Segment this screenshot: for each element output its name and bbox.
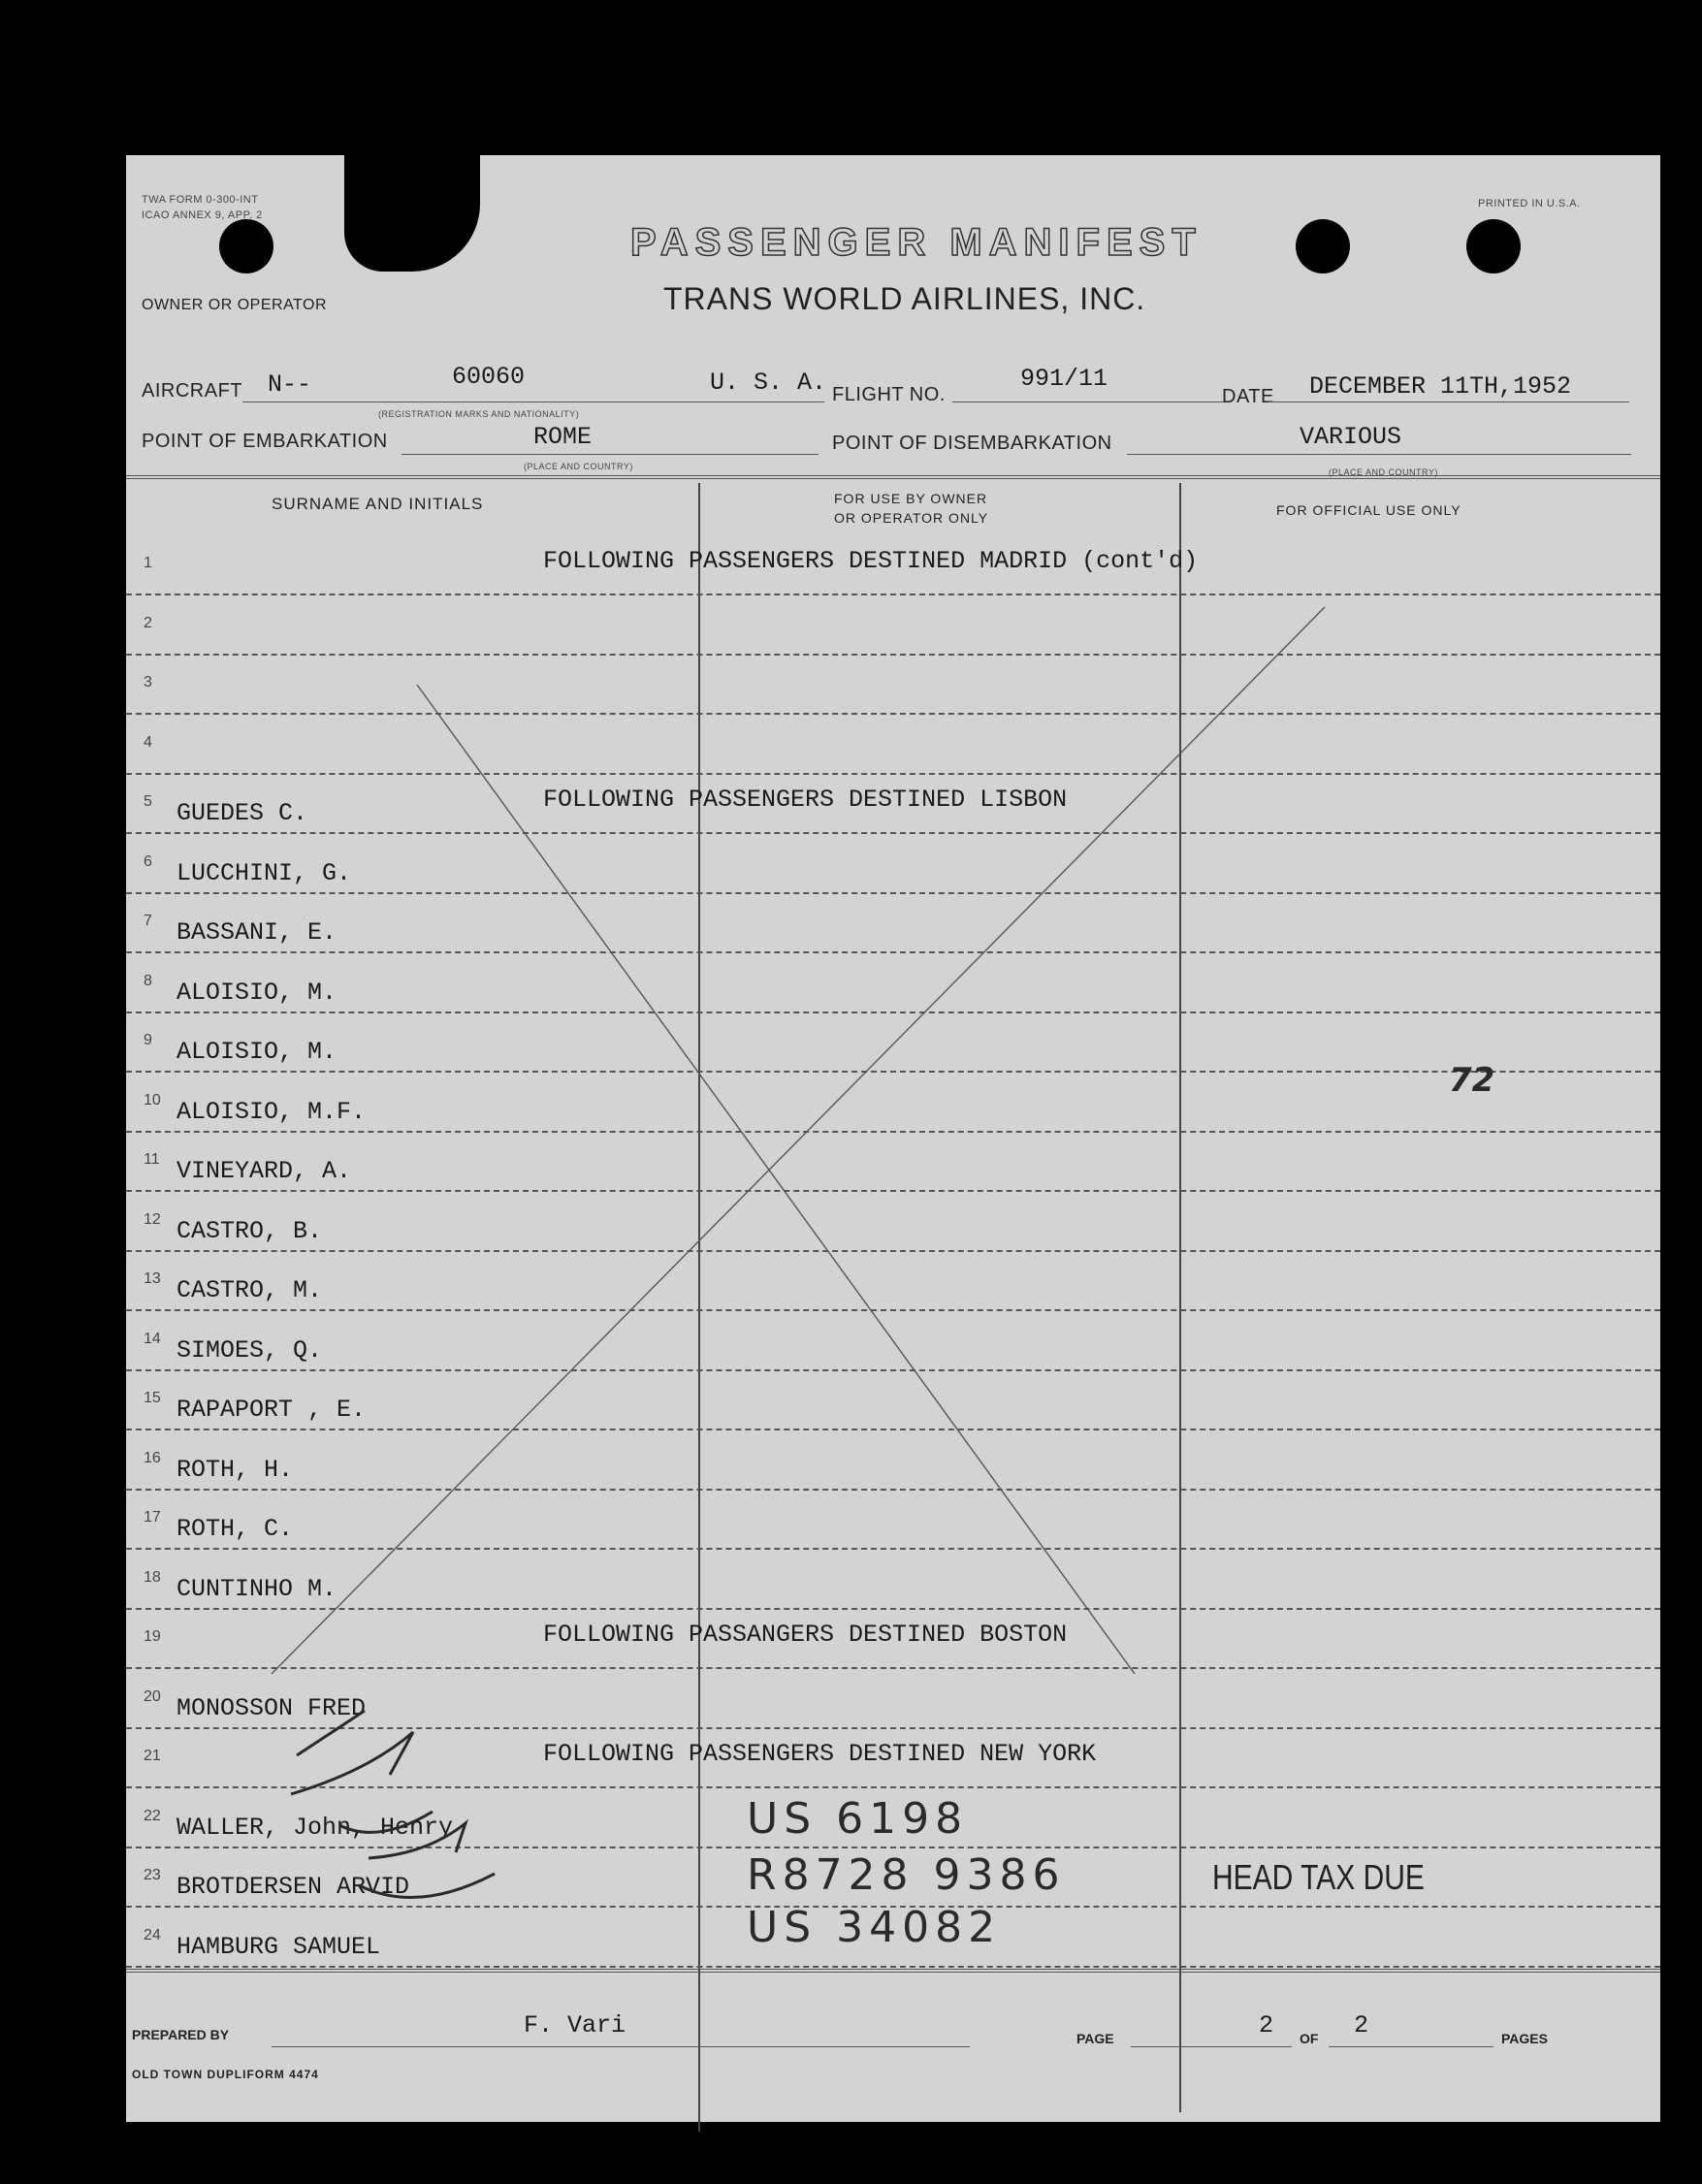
row-number: 21	[144, 1748, 161, 1764]
handwritten-passport-23: R8728 9386	[747, 1850, 1066, 1900]
form-code: TWA FORM 0-300-INT	[142, 194, 259, 206]
place-sublabel-embark: (PLACE AND COUNTRY)	[524, 462, 633, 471]
page-label: PAGE	[1076, 2031, 1114, 2046]
form-annex: ICAO ANNEX 9, APP. 2	[142, 209, 263, 221]
head-tax-stamp: HEAD TAX DUE	[1212, 1858, 1425, 1898]
flight-value: 991/11	[1020, 365, 1108, 393]
prepared-value: F. Vari	[524, 2011, 626, 2039]
handwritten-passport-24: US 34082	[747, 1903, 1002, 1952]
row-number: 1	[144, 555, 152, 571]
passenger-name: SIMOES, Q.	[177, 1335, 323, 1365]
date-label: DATE	[1222, 386, 1274, 407]
date-value: DECEMBER 11TH,1952	[1309, 372, 1572, 401]
embark-label: POINT OF EMBARKATION	[142, 431, 388, 452]
destination-note: FOLLOWING PASSENGERS DESTINED LISBON	[543, 786, 1068, 814]
passenger-name: ROTH, C.	[177, 1515, 294, 1543]
passenger-name: BROTDERSEN ARVID	[177, 1873, 410, 1901]
passenger-name: VINEYARD, A.	[177, 1157, 352, 1185]
row-number: 20	[144, 1687, 161, 1705]
nationality: U. S. A.	[710, 369, 827, 397]
place-sublabel-disembark: (PLACE AND COUNTRY)	[1329, 467, 1438, 477]
page-value: 2	[1259, 2011, 1274, 2039]
row-number: 24	[144, 1926, 161, 1943]
destination-note: FOLLOWING PASSANGERS DESTINED BOSTON	[543, 1621, 1068, 1649]
handwritten-passport-22: US 6198	[747, 1794, 969, 1844]
col-header-owner-1: FOR USE BY OWNER	[834, 491, 988, 506]
row-number: 7	[144, 913, 152, 929]
row-number: 14	[144, 1330, 161, 1347]
passenger-name: GUEDES C.	[177, 799, 308, 827]
row-number: 12	[144, 1210, 161, 1228]
row-number: 18	[144, 1568, 161, 1586]
dupliform-label: OLD TOWN DUPLIFORM 4474	[132, 2068, 319, 2081]
manifest-sheet	[126, 155, 1660, 2122]
row-number: 2	[144, 614, 152, 631]
of-value: 2	[1354, 2011, 1369, 2039]
col-header-surname: SURNAME AND INITIALS	[272, 495, 484, 513]
passenger-name: RAPAPORT , E.	[177, 1396, 367, 1424]
passenger-name: CASTRO, B.	[177, 1216, 323, 1245]
passenger-name: WALLER, John, Henry	[177, 1813, 454, 1842]
passenger-name: HAMBURG SAMUEL	[177, 1932, 381, 1961]
row-number: 22	[144, 1807, 161, 1824]
row-number: 3	[144, 674, 152, 691]
passenger-name: ROTH, H.	[177, 1455, 294, 1484]
airline-name: TRANS WORLD AIRLINES, INC.	[663, 281, 1146, 316]
passenger-name: ALOISIO, M.	[177, 1038, 337, 1066]
aircraft-value: N--	[268, 370, 312, 399]
passenger-name: CASTRO, M.	[177, 1276, 323, 1304]
row-number: 4	[144, 733, 152, 751]
prepared-label: PREPARED BY	[132, 2027, 230, 2042]
row-number: 5	[144, 793, 152, 810]
registration-sublabel: (REGISTRATION MARKS AND NATIONALITY)	[378, 409, 580, 419]
owner-label: OWNER OR OPERATOR	[142, 297, 328, 313]
row-number: 19	[144, 1628, 161, 1645]
col-header-owner-2: OR OPERATOR ONLY	[834, 510, 989, 526]
row-number: 10	[144, 1091, 161, 1108]
passenger-name: ALOISIO, M.F.	[177, 1097, 367, 1126]
row-number: 13	[144, 1270, 161, 1287]
row-number: 6	[144, 852, 152, 870]
passenger-name: ALOISIO, M.	[177, 978, 337, 1007]
passenger-name: LUCCHINI, G.	[177, 858, 352, 887]
row-number: 23	[144, 1867, 161, 1883]
passenger-name: MONOSSON FRED	[177, 1693, 367, 1722]
row-number: 8	[144, 972, 152, 989]
row-number: 17	[144, 1509, 161, 1526]
row-number: 16	[144, 1449, 161, 1466]
embark-value: ROME	[533, 423, 593, 451]
registration-number: 60060	[452, 363, 526, 391]
flight-label: FLIGHT NO.	[832, 384, 946, 405]
printed-in: PRINTED IN U.S.A.	[1478, 198, 1581, 209]
aircraft-label: AIRCRAFT	[142, 380, 242, 401]
destination-note: FOLLOWING PASSENGERS DESTINED NEW YORK	[543, 1740, 1097, 1768]
handwritten-official-mark: 72	[1449, 1061, 1495, 1100]
row-number: 9	[144, 1032, 152, 1048]
row-number: 15	[144, 1390, 161, 1406]
passenger-name: CUNTINHO M.	[177, 1574, 337, 1603]
col-header-official: FOR OFFICIAL USE ONLY	[1276, 502, 1461, 518]
of-label: OF	[1300, 2031, 1319, 2046]
form-title: PASSENGER MANIFEST	[630, 221, 1203, 264]
disembark-value: VARIOUS	[1300, 423, 1402, 451]
destination-note: FOLLOWING PASSENGERS DESTINED MADRID (cont'd)	[543, 547, 1199, 575]
passenger-name: BASSANI, E.	[177, 918, 337, 947]
row-number: 11	[144, 1151, 160, 1168]
pages-label: PAGES	[1501, 2031, 1548, 2046]
disembark-label: POINT OF DISEMBARKATION	[832, 433, 1112, 454]
